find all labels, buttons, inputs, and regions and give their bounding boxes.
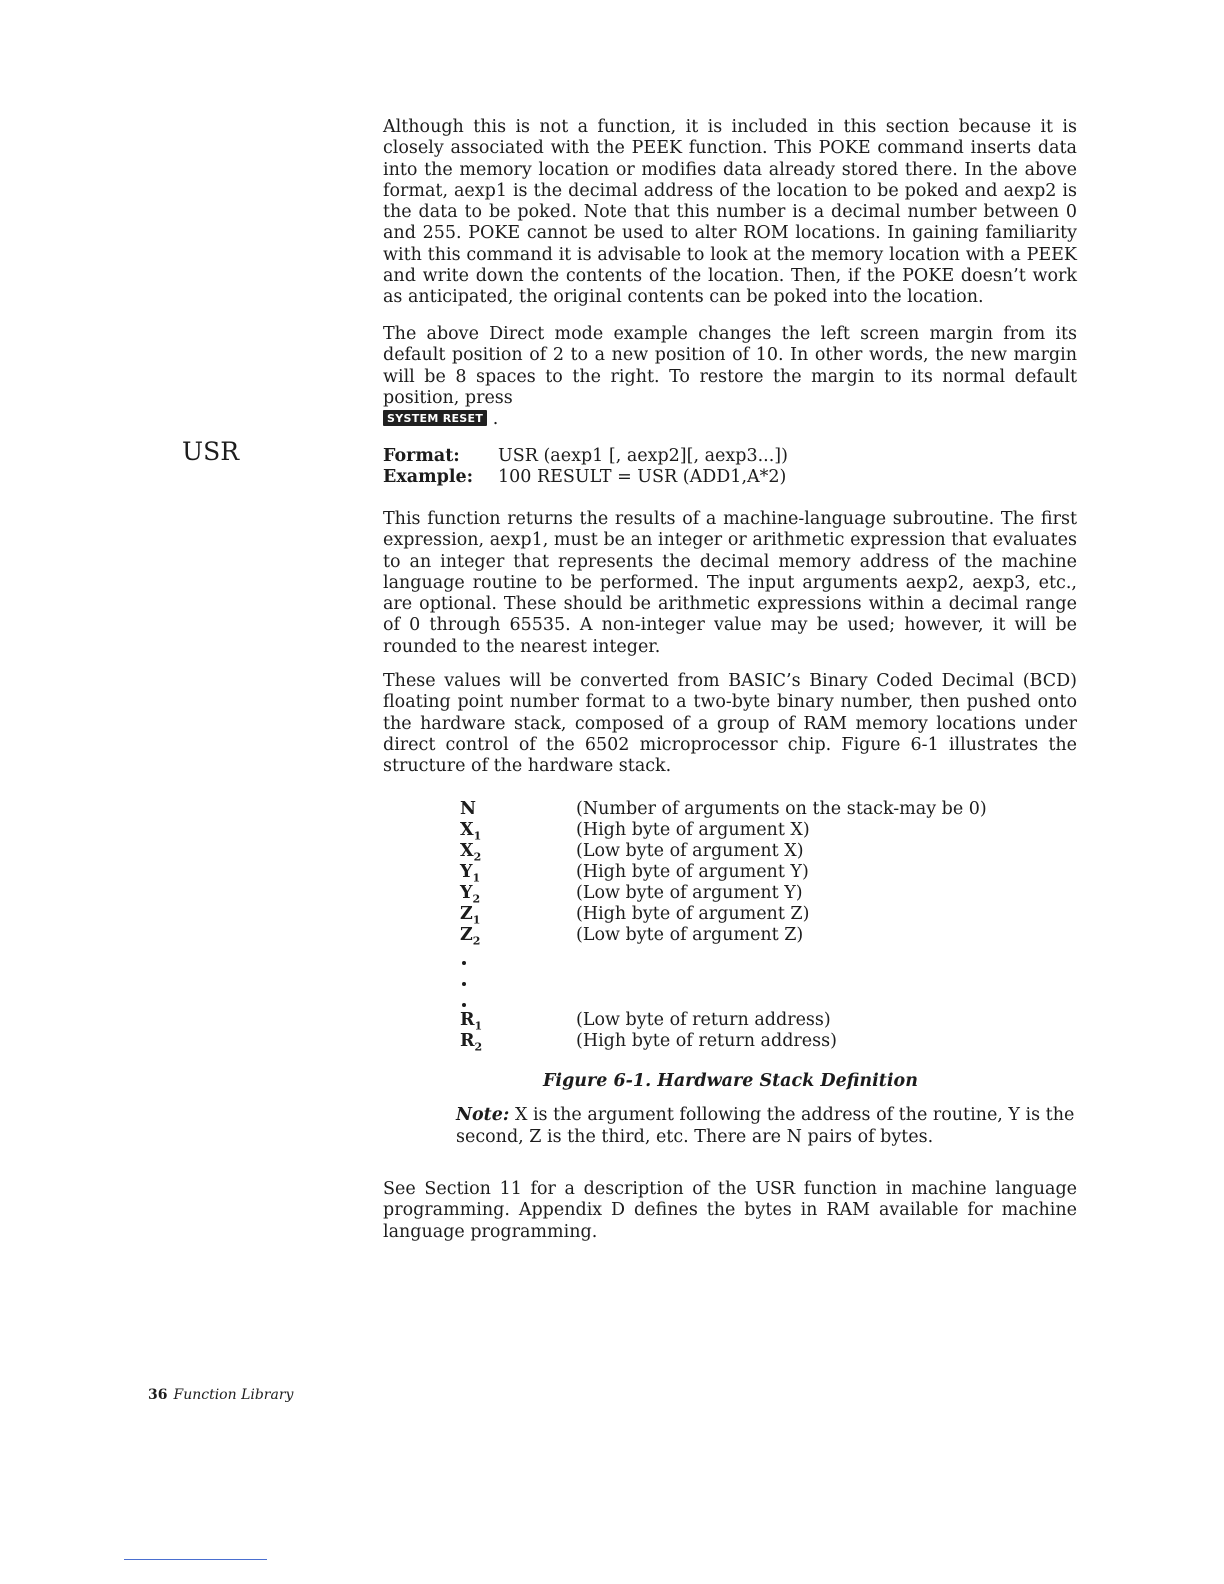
stack-symbol-subscript: 1: [473, 829, 482, 843]
stack-symbol-subscript: 1: [474, 1019, 483, 1033]
stack-description: (Number of arguments on the stack-may be 0): [576, 799, 987, 819]
stack-symbol-subscript: 2: [472, 934, 481, 948]
note-text: X is the argument following the address of the routine, Y is the second, Z is the third, etc. There are N pairs of bytes.: [456, 1105, 1075, 1147]
stack-symbol-letter: X: [460, 820, 474, 840]
stack-symbol-letter: Z: [460, 904, 473, 924]
ellipsis-dot: [462, 961, 466, 965]
stack-symbol-letter: N: [460, 799, 476, 819]
system-reset-key-icon: SYSTEM RESET: [383, 410, 487, 426]
see-also-paragraph: See Section 11 for a description of the USR function in machine language programming. Appendix D defines the bytes in RAM available for machine language programming.: [383, 1179, 1077, 1242]
stack-description: (High byte of return address): [576, 1031, 837, 1051]
figure-note: [456, 1105, 1076, 1148]
stack-symbol-letter: X: [460, 841, 474, 861]
stack-description: (Low byte of return address): [576, 1010, 831, 1030]
stack-symbol-subscript: 1: [472, 913, 481, 927]
stack-symbol-letter: R: [460, 1010, 475, 1030]
footer-title: Function Library: [173, 1387, 294, 1403]
stack-symbol: [460, 925, 480, 952]
stack-symbol-subscript: 1: [472, 871, 481, 885]
stack-description: (High byte of argument Z): [576, 904, 810, 924]
ellipsis-dot: [462, 1003, 466, 1007]
usr-description-paragraph: This function returns the results of a machine-language subroutine. The first expression, aexp1, must be an integer or arithmetic expression that evaluates to an integer that represents the decimal memory address of the machine language routine to be performed. The input arguments aexp2, aexp3, etc., are optional. These should be arithmetic expressions within a decimal range of 0 through 65535. A non-integer value may be used; however, it will be rounded to the nearest integer.: [383, 509, 1077, 657]
stack-symbol-subscript: 2: [474, 1040, 483, 1054]
bottom-rule: [124, 1559, 267, 1560]
stack-description: (Low byte of argument Y): [576, 883, 803, 903]
note-label: Note:: [456, 1105, 510, 1125]
usr-bcd-paragraph: These values will be converted from BASIC’s Binary Coded Decimal (BCD) floating point number format to a two-byte binary number, then pushed onto the hardware stack, composed of a group of RAM memory locations under direct control of the 6502 microprocessor chip. Figure 6-1 illustrates the structure of the hardware stack.: [383, 671, 1077, 777]
example-row: [383, 466, 786, 488]
stack-symbol-letter: Y: [460, 883, 473, 903]
poke-description-paragraph: Although this is not a function, it is included in this section because it is closely associated with the PEEK function. This POKE command inserts data into the memory location or modifies data already stored there. In the above format, aexp1 is the decimal address of the location to be poked and aexp2 is the data to be poked. Note that this number is a decimal number between 0 and 255. POKE cannot be used to alter ROM locations. In gaining familiarity with this command it is advisable to look at the memory location with a PEEK and write down the contents of the location. Then, if the POKE doesn’t work as anticipated, the original contents can be poked into the location.: [383, 117, 1077, 308]
stack-symbol-letter: Y: [460, 862, 473, 882]
stack-symbol-letter: R: [460, 1031, 475, 1051]
stack-symbol: [460, 1031, 482, 1058]
poke-example-text: The above Direct mode example changes the left screen margin from its default position of 2 to a new position of 10. In other words, the new margin will be 8 spaces to the right. To restore the margin to its normal default position, press: [383, 324, 1077, 408]
format-value: USR (aexp1 [, aexp2][, aexp3...]): [498, 446, 788, 466]
stack-description: (Low byte of argument Z): [576, 925, 804, 945]
stack-symbol-letter: Z: [460, 925, 473, 945]
page-number: 36: [148, 1387, 168, 1403]
format-row: [383, 445, 788, 467]
section-heading-usr: USR: [182, 437, 240, 466]
stack-symbol-subscript: 2: [472, 892, 481, 906]
stack-description: (High byte of argument Y): [576, 862, 809, 882]
stack-description: (High byte of argument X): [576, 820, 810, 840]
stack-description: (Low byte of argument X): [576, 841, 804, 861]
ellipsis-dot: [462, 982, 466, 986]
example-value: 100 RESULT = USR (ADD1,A*2): [498, 467, 787, 487]
stack-symbol: [460, 799, 476, 820]
example-label: Example:: [383, 467, 474, 487]
page-footer: [148, 1387, 293, 1403]
format-label: Format:: [383, 446, 460, 466]
poke-example-paragraph: [383, 324, 1077, 430]
poke-example-end: .: [492, 409, 499, 430]
figure-caption: Figure 6-1. Hardware Stack Definition: [543, 1071, 918, 1091]
stack-symbol-subscript: 2: [473, 850, 482, 864]
